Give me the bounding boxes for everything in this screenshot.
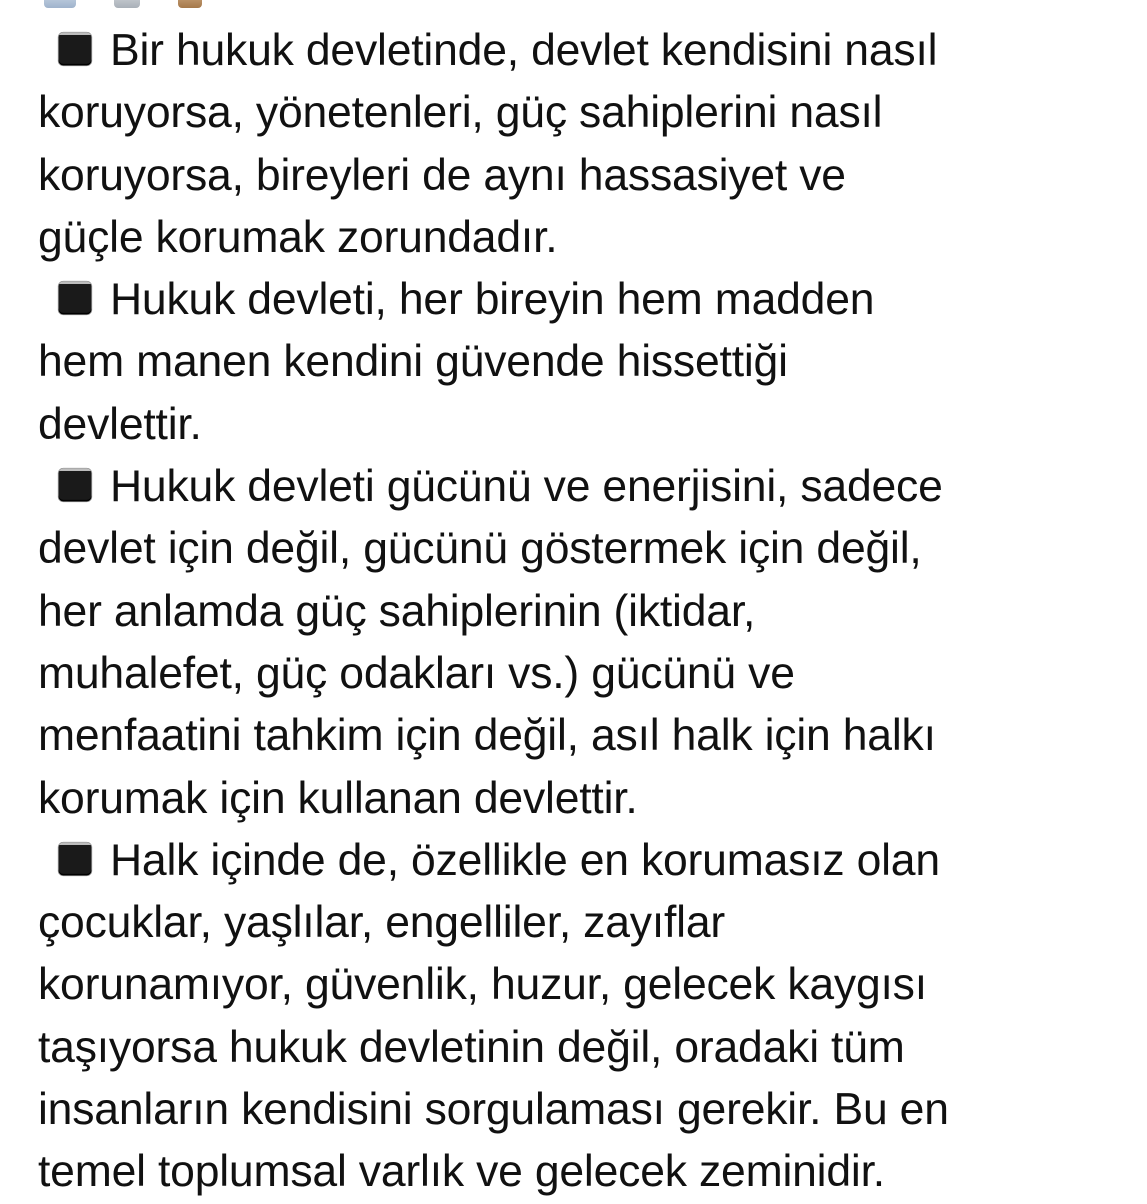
paragraph-line: Hukuk devleti, her bireyin hem madden [110,275,875,325]
paragraph-line: hem manen kendini güvende hissettiği [38,337,788,387]
black-square-button-icon [59,469,92,502]
paragraph-line: koruyorsa, yönetenleri, güç sahiplerini nasıl [38,88,883,138]
paragraph-line: koruyorsa, bireyleri de aynı hassasiyet ve [38,150,846,200]
black-square-button-icon [59,842,92,875]
paragraph-line: Bir hukuk devletinde, devlet kendisini nasıl [110,26,938,75]
paragraph-line: korunamıyor, güvenlik, huzur, gelecek kaygısı [38,960,927,1010]
scales-emoji-icon [114,0,140,8]
top-emoji-strip [44,0,202,8]
gavel-emoji-icon [178,0,202,8]
paragraph-2 [38,269,1133,456]
black-square-button-icon [59,33,92,66]
paragraph-line: her anlamda güç sahiplerinin (iktidar, [38,586,756,636]
paragraph-1 [38,20,1133,269]
paragraph-4 [38,830,1133,1204]
document-emoji-icon [44,0,76,8]
paragraph-line: devlet için değil, gücünü göstermek için değil, [38,524,922,574]
paragraph-line: çocuklar, yaşlılar, engelliler, zayıflar [38,898,726,948]
black-square-button-icon [59,282,92,315]
note-text-block [38,20,1133,1204]
paragraph-line: güçle korumak zorundadır. [38,212,558,262]
paragraph-line: temel toplumsal varlık ve gelecek zeminidir. [38,1147,885,1197]
paragraph-line: Halk içinde de, özellikle en korumasız olan [110,835,940,885]
paragraph-line: taşıyorsa hukuk devletinin değil, oradaki tüm [38,1022,905,1072]
paragraph-line: Hukuk devleti gücünü ve enerjisini, sadece [110,462,943,512]
paragraph-3 [38,456,1133,830]
paragraph-line: muhalefet, güç odakları vs.) gücünü ve [38,648,795,698]
paragraph-line: korumak için kullanan devlettir. [38,773,638,823]
paragraph-line: menfaatini tahkim için değil, asıl halk için halkı [38,711,936,761]
paragraph-line: devlettir. [38,399,202,449]
paragraph-line: insanların kendisini sorgulaması gerekir. Bu en [38,1085,949,1135]
